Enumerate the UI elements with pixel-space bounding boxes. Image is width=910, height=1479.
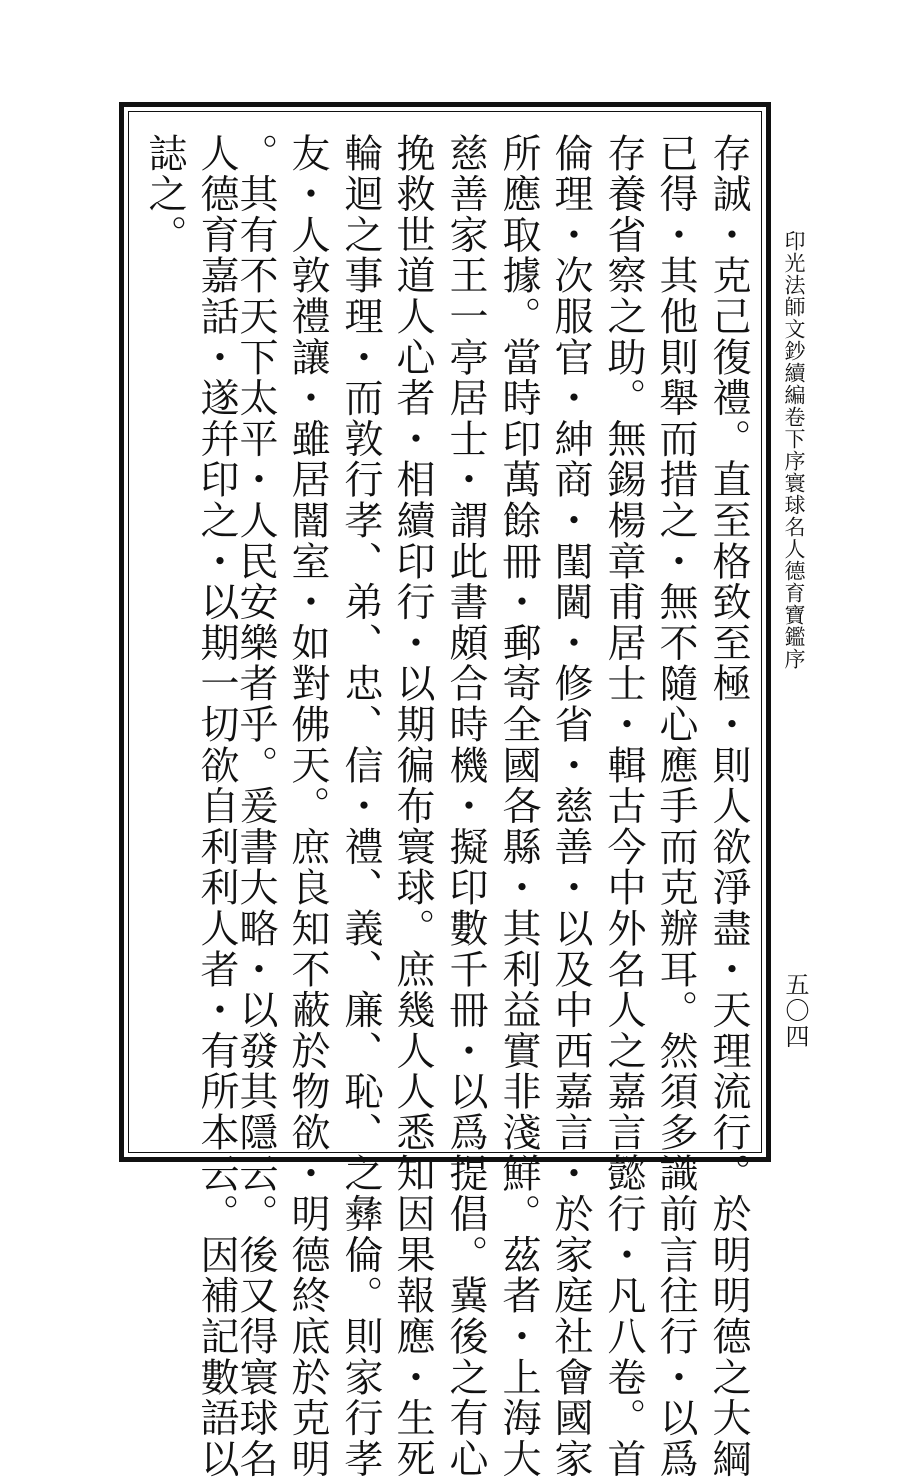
text-column-1: 存誠・克己復禮。直至格致至極・則人欲淨盡・天理流行。於明明德之大綱 bbox=[706, 133, 751, 1479]
text-column-5: 所應取據。當時印萬餘冊・郵寄全國各縣・其利益實非淺鮮。茲者・上海大 bbox=[496, 133, 541, 1479]
text-column-4: 倫理・次服官・紳商・閨閫・修省・慈善・以及中西嘉言・於家庭社會國家 bbox=[548, 133, 593, 1479]
text-column-10: 。其有不天下太平・人民安樂者乎。爰書大略・以發其隱云。後又得寰球名 bbox=[233, 133, 278, 1479]
text-column-12: 誌之。 bbox=[142, 133, 187, 256]
text-column-8: 輪迴之事理・而敦行孝、弟、忠、信・禮、義、廉、恥、之彝倫。則家行孝 bbox=[338, 133, 383, 1479]
text-column-7: 挽救世道人心者・相續印行・以期徧布寰球。庶幾人人悉知因果報應・生死 bbox=[390, 133, 435, 1479]
running-header bbox=[780, 230, 808, 670]
text-column-6: 慈善家王一亭居士・謂此書頗合時機・擬印數千冊・以爲提倡。冀後之有心 bbox=[443, 133, 488, 1479]
book-title: 印光法師文鈔續編卷下 bbox=[782, 230, 806, 450]
page-number: 五〇四 bbox=[781, 972, 809, 1050]
chapter-title: 寰球名人德育寶鑑序 bbox=[782, 472, 806, 670]
section-label: 序 bbox=[782, 450, 806, 472]
text-column-2: 已得・其他則舉而措之・無不隨心應手而克辦耳。然須多識前言往行・以爲 bbox=[653, 133, 698, 1479]
text-column-11: 人德育嘉話・遂幷印之・以期一切欲自利利人者・有所本云。因補記數語以 bbox=[194, 133, 239, 1479]
text-column-9: 友・人敦禮讓・雖居闇室・如對佛天。庶良知不蔽於物欲・明德終底於克明 bbox=[285, 133, 330, 1479]
text-column-3: 存養省察之助。無錫楊章甫居士・輯古今中外名人之嘉言懿行・凡八卷。首 bbox=[601, 133, 646, 1479]
